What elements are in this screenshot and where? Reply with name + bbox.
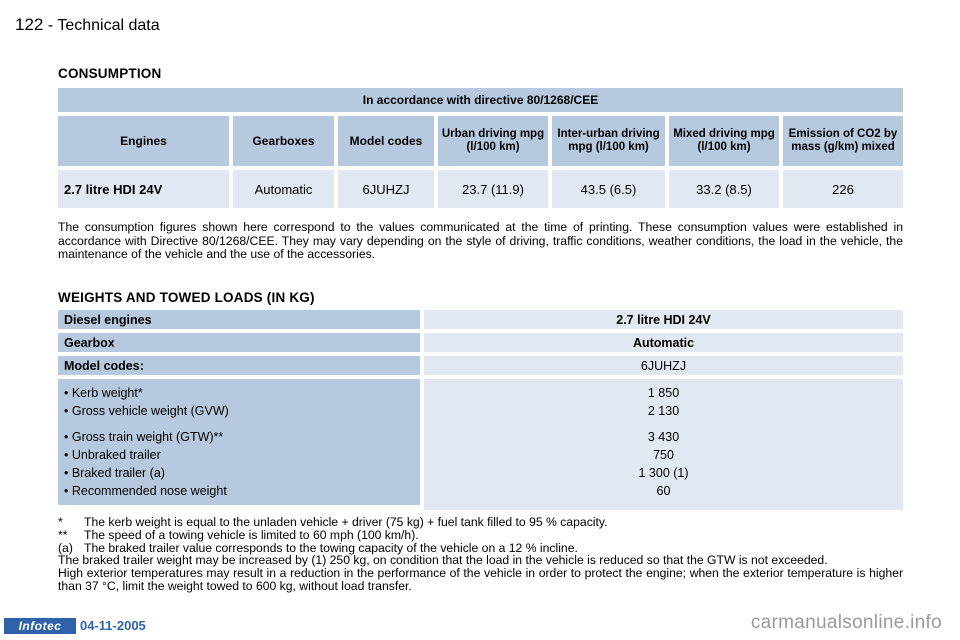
braked-weight-note: The braked trailer weight may be increased by (1) 250 kg, on condition that the load in the vehicle is reduced so that the GTW is not exceeded.: [58, 553, 828, 568]
kerb-weight-value: 1 850: [647, 386, 680, 400]
cell-gearbox: Automatic: [233, 170, 334, 208]
col-header-mixed: Mixed driving mpg (l/100 km): [669, 116, 779, 166]
col-header-emission: Emission of CO2 by mass (g/km) mixed: [783, 116, 903, 166]
braked-trailer-label: • Braked trailer (a): [64, 466, 165, 480]
diesel-engines-label: Diesel engines: [58, 310, 420, 329]
gvw-value: 2 130: [647, 404, 680, 418]
weights-title: WEIGHTS AND TOWED LOADS (IN KG): [58, 290, 315, 305]
consumption-title: CONSUMPTION: [58, 66, 162, 81]
model-codes-value: 6JUHZJ: [424, 356, 903, 375]
braked-trailer-value: 1 300 (1): [638, 466, 689, 480]
footnote-text: The kerb weight is equal to the unladen vehicle + driver (75 kg) + fuel tank filled to 95 % capacity.: [84, 515, 608, 529]
kerb-weight-label: • Kerb weight*: [64, 386, 143, 400]
table-row: [58, 356, 903, 375]
cell-model-code: 6JUHZJ: [338, 170, 434, 208]
col-header-engines: Engines: [58, 116, 229, 166]
footnote-kerb: [58, 516, 903, 529]
cell-engine: 2.7 litre HDI 24V: [58, 170, 229, 208]
table-header-row: [58, 116, 903, 166]
footnotes: [58, 516, 903, 593]
col-header-inter-urban: Inter-urban driving mpg (l/100 km): [552, 116, 665, 166]
nose-weight-label: • Recommended nose weight: [64, 484, 227, 498]
weights-labels-column: [58, 379, 420, 505]
gearbox-value: Automatic: [424, 333, 903, 352]
consumption-table: [58, 116, 903, 208]
infotec-logo: Infotec: [4, 618, 76, 634]
table-row: [58, 333, 903, 352]
table-row: [58, 310, 903, 329]
consumption-note: The consumption figures shown here correspond to the values communicated at the time of printing. These consumption values were established in accordance with Directive 80/1268/CEE. They may vary depending on the style of driving, traffic conditions, weather conditions, the load in the vehicle, the maintenance of the vehicle and the use of the accessories.: [58, 220, 903, 261]
footer-date: 04-11-2005: [80, 618, 146, 633]
page-header: [15, 15, 160, 35]
footnote-speed: [58, 529, 903, 542]
temperature-note: High exterior temperatures may result in a reduction in the performance of the vehicle in order to protect the engine; when the exterior temperature is higher than 37 °C, limit the weight towed to 600 kg, without load transfer.: [58, 566, 903, 593]
page-number: 122: [15, 15, 44, 34]
page-title: Technical data: [57, 17, 160, 34]
diesel-engines-value: 2.7 litre HDI 24V: [424, 310, 903, 329]
col-header-model-codes: Model codes: [338, 116, 434, 166]
gearbox-label: Gearbox: [58, 333, 420, 352]
directive-banner: In accordance with directive 80/1268/CEE: [58, 88, 903, 112]
watermark: carmanualsonline.info: [750, 612, 942, 633]
table-row: [58, 170, 903, 208]
footnote-text: The braked trailer value corresponds to the towing capacity of the vehicle on a 12 % incline.: [84, 540, 578, 555]
unbraked-trailer-value: 750: [653, 448, 674, 462]
weights-values-block: [58, 379, 903, 510]
weights-values-column: [424, 379, 903, 510]
cell-mixed: 33.2 (8.5): [669, 170, 779, 208]
gvw-label: • Gross vehicle weight (GVW): [64, 404, 229, 418]
gtw-value: 3 430: [647, 430, 680, 444]
footnote-mark: (a): [58, 540, 73, 555]
footnote-mark: *: [58, 515, 63, 529]
cell-inter-urban: 43.5 (6.5): [552, 170, 665, 208]
footnote-mark: **: [58, 527, 68, 542]
header-separator: -: [47, 17, 54, 34]
weights-table: [58, 310, 903, 510]
col-header-gearboxes: Gearboxes: [233, 116, 334, 166]
cell-emission: 226: [783, 170, 903, 208]
col-header-urban: Urban driving mpg (l/100 km): [438, 116, 548, 166]
footnote-text: The speed of a towing vehicle is limited to 60 mph (100 km/h).: [84, 527, 419, 542]
gtw-label: • Gross train weight (GTW)**: [64, 430, 224, 444]
cell-urban: 23.7 (11.9): [438, 170, 548, 208]
nose-weight-value: 60: [656, 484, 671, 498]
unbraked-trailer-label: • Unbraked trailer: [64, 448, 161, 462]
model-codes-label: Model codes:: [58, 356, 420, 375]
